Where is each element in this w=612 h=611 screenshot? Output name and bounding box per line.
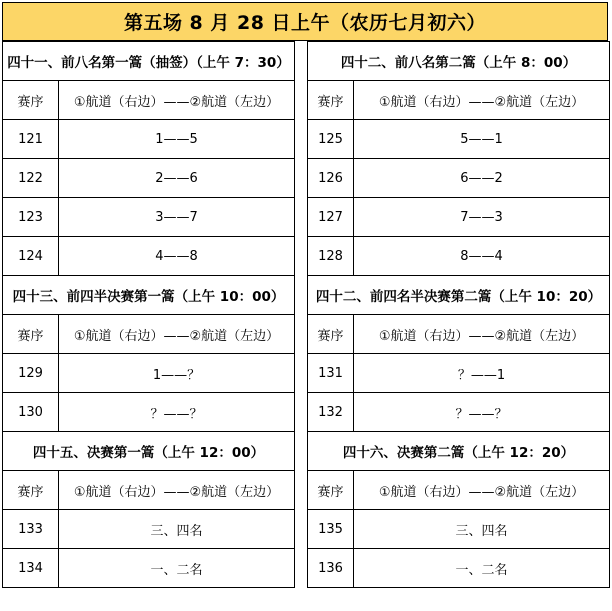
section-header-row <box>308 432 610 471</box>
race-match: 6——2 <box>354 159 610 198</box>
race-seq: 133 <box>3 510 59 549</box>
table-row <box>308 549 610 588</box>
race-seq: 125 <box>308 120 354 159</box>
column-header-row <box>308 81 610 120</box>
table-row <box>308 237 610 276</box>
race-seq: 129 <box>3 354 59 393</box>
column-header-lanes: ①航道（右边）——②航道（左边） <box>354 471 610 510</box>
race-match: 1——？ <box>59 354 295 393</box>
race-match: 4——8 <box>59 237 295 276</box>
section-header: 四十五、决赛第一篙（上午 12：00） <box>3 432 295 471</box>
race-match: 一、二名 <box>354 549 610 588</box>
race-seq: 122 <box>3 159 59 198</box>
race-seq: 130 <box>3 393 59 432</box>
column-header-seq: 赛序 <box>3 315 59 354</box>
race-seq: 128 <box>308 237 354 276</box>
table-row <box>308 159 610 198</box>
column-header-lanes: ①航道（右边）——②航道（左边） <box>59 81 295 120</box>
table-row <box>3 237 295 276</box>
column-header-row <box>3 315 295 354</box>
section-header: 四十二、前八名第二篙（上午 8：00） <box>308 42 610 81</box>
race-match: 8——4 <box>354 237 610 276</box>
column-header-lanes: ①航道（右边）——②航道（左边） <box>59 315 295 354</box>
race-match: 7——3 <box>354 198 610 237</box>
race-match: 一、二名 <box>59 549 295 588</box>
race-seq: 126 <box>308 159 354 198</box>
column-header-seq: 赛序 <box>3 471 59 510</box>
left-schedule-table <box>2 41 295 588</box>
column-header-lanes: ①航道（右边）——②航道（左边） <box>59 471 295 510</box>
column-header-lanes: ①航道（右边）——②航道（左边） <box>354 81 610 120</box>
section-header: 四十三、前四半决赛第一篙（上午 10：00） <box>3 276 295 315</box>
race-match: ？——？ <box>59 393 295 432</box>
race-match: 5——1 <box>354 120 610 159</box>
table-row <box>3 159 295 198</box>
section-header-row <box>3 276 295 315</box>
section-header: 四十二、前四名半决赛第二篙（上午 10：20） <box>308 276 610 315</box>
race-match: ？——1 <box>354 354 610 393</box>
column-header-seq: 赛序 <box>308 315 354 354</box>
table-row <box>3 510 295 549</box>
column-header-seq: 赛序 <box>3 81 59 120</box>
section-header-row <box>3 42 295 81</box>
column-header-lanes: ①航道（右边）——②航道（左边） <box>354 315 610 354</box>
race-match: ？——？ <box>354 393 610 432</box>
column-header-seq: 赛序 <box>308 81 354 120</box>
section-header-row <box>3 432 295 471</box>
section-header: 四十六、决赛第二篙（上午 12：20） <box>308 432 610 471</box>
race-seq: 123 <box>3 198 59 237</box>
race-seq: 136 <box>308 549 354 588</box>
race-match: 三、四名 <box>59 510 295 549</box>
table-row <box>308 354 610 393</box>
table-row <box>308 510 610 549</box>
table-row <box>3 198 295 237</box>
race-seq: 134 <box>3 549 59 588</box>
race-match: 1——5 <box>59 120 295 159</box>
race-match: 2——6 <box>59 159 295 198</box>
column-header-row <box>3 471 295 510</box>
column-header-row <box>3 81 295 120</box>
race-seq: 131 <box>308 354 354 393</box>
schedule-title: 第五场 8 月 28 日上午（农历七月初六） <box>2 2 608 41</box>
table-row <box>308 393 610 432</box>
table-row <box>3 120 295 159</box>
column-header-row <box>308 315 610 354</box>
table-row <box>308 198 610 237</box>
race-match: 3——7 <box>59 198 295 237</box>
race-seq: 121 <box>3 120 59 159</box>
table-row <box>3 393 295 432</box>
section-header: 四十一、前八名第一篙（抽签）（上午 7：30） <box>3 42 295 81</box>
column-header-row <box>308 471 610 510</box>
table-row <box>3 354 295 393</box>
race-seq: 127 <box>308 198 354 237</box>
race-seq: 132 <box>308 393 354 432</box>
table-row <box>308 120 610 159</box>
race-seq: 135 <box>308 510 354 549</box>
race-seq: 124 <box>3 237 59 276</box>
section-header-row <box>308 276 610 315</box>
column-header-seq: 赛序 <box>308 471 354 510</box>
section-header-row <box>308 42 610 81</box>
table-row <box>3 549 295 588</box>
race-match: 三、四名 <box>354 510 610 549</box>
right-schedule-table <box>307 41 610 588</box>
